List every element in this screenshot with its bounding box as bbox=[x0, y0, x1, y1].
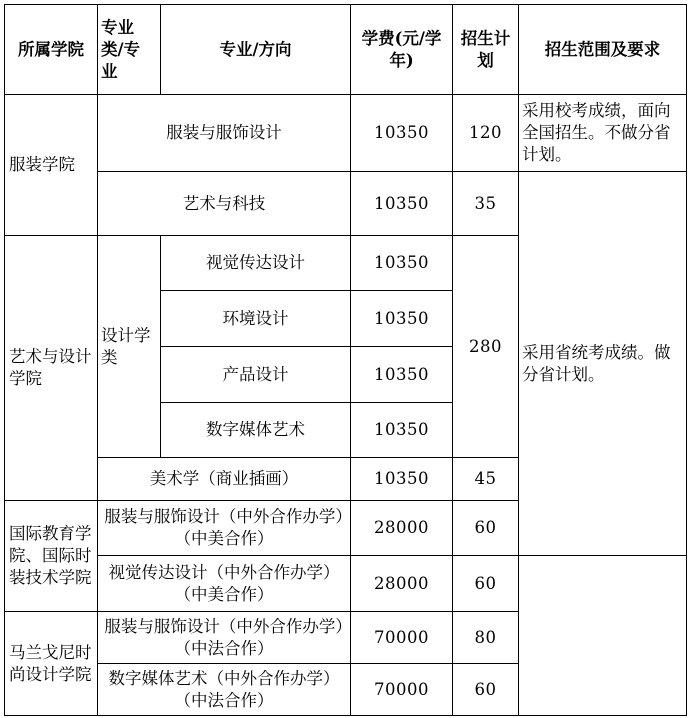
college-cell: 国际教育学院、国际时装技术学院 bbox=[5, 501, 98, 612]
major-cell: 环境设计 bbox=[161, 291, 351, 347]
plan-cell: 35 bbox=[453, 172, 519, 236]
major-cell: 视觉传达设计（中外合作办学）（中美合作） bbox=[98, 556, 351, 612]
college-cell: 艺术与设计学院 bbox=[5, 236, 98, 501]
plan-cell: 280 bbox=[453, 236, 519, 458]
tuition-cell: 10350 bbox=[351, 347, 453, 403]
tuition-cell: 28000 bbox=[351, 501, 453, 556]
major-cell: 服装与服饰设计（中外合作办学）（中法合作） bbox=[98, 612, 351, 664]
category-cell: 设计学类 bbox=[98, 236, 161, 458]
major-cell: 产品设计 bbox=[161, 347, 351, 403]
plan-cell: 60 bbox=[453, 664, 519, 716]
tuition-cell: 10350 bbox=[351, 458, 453, 501]
plan-cell: 80 bbox=[453, 612, 519, 664]
header-plan: 招生计划 bbox=[453, 5, 519, 95]
scope-cell-empty bbox=[519, 556, 687, 716]
major-cell: 服装与服饰设计（中外合作办学）（中美合作） bbox=[98, 501, 351, 556]
plan-cell: 45 bbox=[453, 458, 519, 501]
plan-cell: 60 bbox=[453, 501, 519, 556]
table-row bbox=[5, 95, 687, 172]
major-cell: 服装与服饰设计 bbox=[98, 95, 351, 172]
tuition-cell: 28000 bbox=[351, 556, 453, 612]
major-cell: 美术学（商业插画） bbox=[98, 458, 351, 501]
plan-cell: 60 bbox=[453, 556, 519, 612]
tuition-cell: 10350 bbox=[351, 291, 453, 347]
plan-cell: 120 bbox=[453, 95, 519, 172]
college-cell: 马兰戈尼时尚设计学院 bbox=[5, 612, 98, 716]
table-row bbox=[5, 172, 687, 236]
tuition-cell: 70000 bbox=[351, 612, 453, 664]
major-cell: 数字媒体艺术 bbox=[161, 403, 351, 458]
header-tuition: 学费(元/学年) bbox=[351, 5, 453, 95]
table-row bbox=[5, 556, 687, 612]
tuition-cell: 10350 bbox=[351, 403, 453, 458]
header-category: 专业类/专业 bbox=[98, 5, 161, 95]
scope-cell: 采用省统考成绩。做分省计划。 bbox=[519, 172, 687, 556]
scope-cell: 采用校考成绩，面向全国招生。不做分省计划。 bbox=[519, 95, 687, 172]
major-cell: 艺术与科技 bbox=[98, 172, 351, 236]
tuition-cell: 10350 bbox=[351, 95, 453, 172]
college-cell: 服装学院 bbox=[5, 95, 98, 236]
tuition-cell: 10350 bbox=[351, 236, 453, 291]
header-row bbox=[5, 5, 687, 95]
header-college: 所属学院 bbox=[5, 5, 98, 95]
major-cell: 数字媒体艺术（中外合作办学）（中法合作） bbox=[98, 664, 351, 716]
header-major: 专业/方向 bbox=[161, 5, 351, 95]
admissions-table bbox=[4, 4, 687, 716]
tuition-cell: 70000 bbox=[351, 664, 453, 716]
tuition-cell: 10350 bbox=[351, 172, 453, 236]
major-cell: 视觉传达设计 bbox=[161, 236, 351, 291]
header-scope: 招生范围及要求 bbox=[519, 5, 687, 95]
